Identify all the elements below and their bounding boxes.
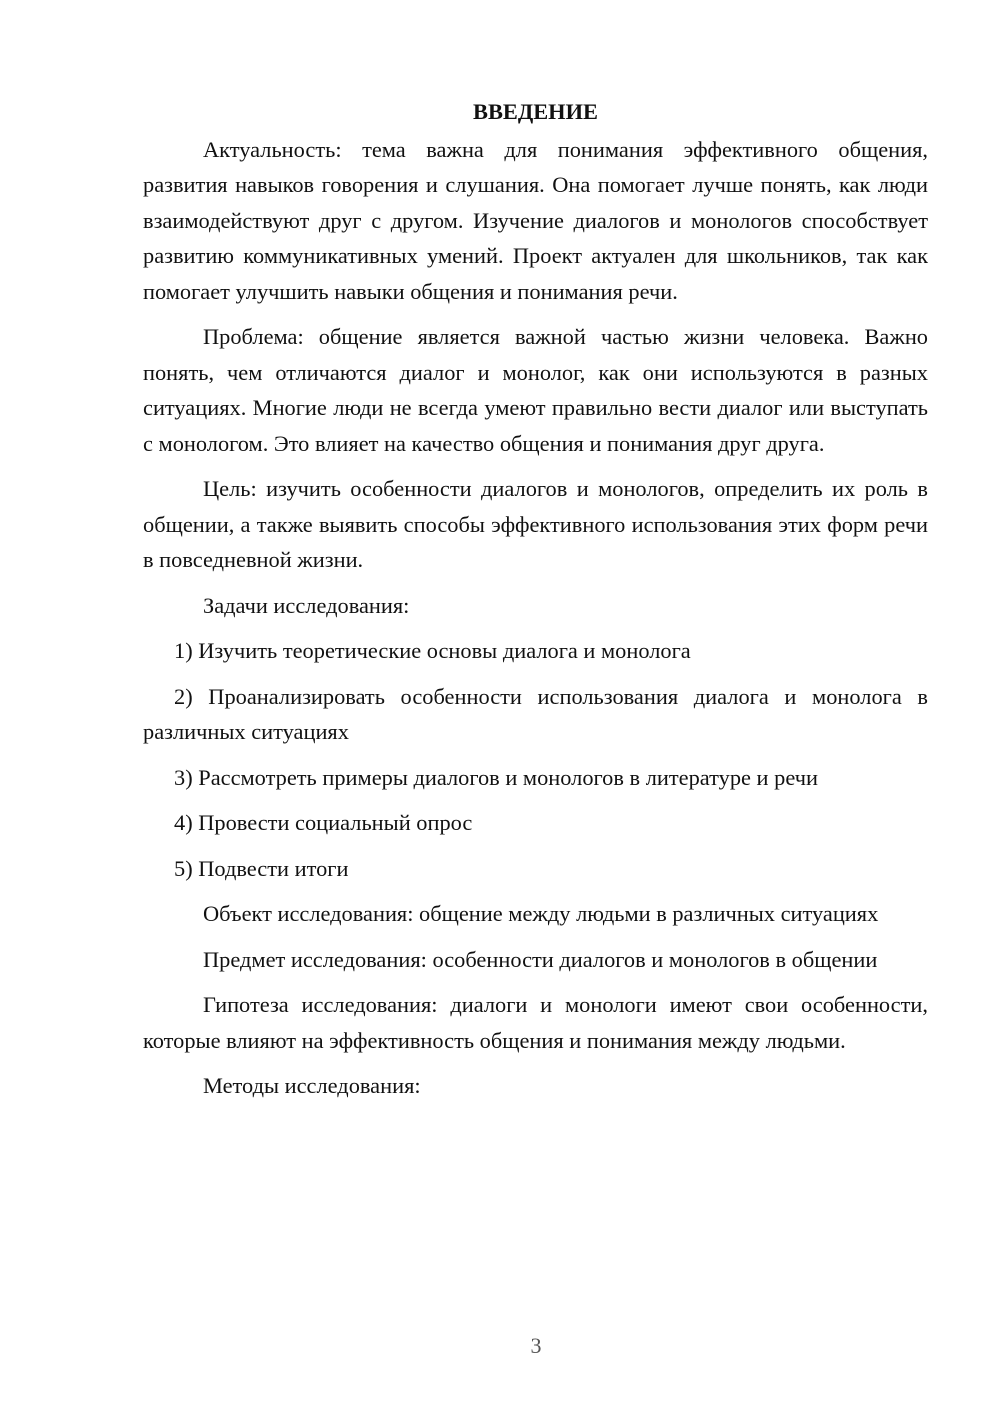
methods-heading: Методы исследования: — [203, 1073, 421, 1098]
paragraph-subject: Предмет исследования: особенности диалогов и монологов в общении — [203, 946, 878, 972]
page-content — [143, 94, 928, 1104]
paragraph-problem: Проблема: общение является важной частью жизни человека. Важно понять, чем отличаются диалог и монолог, как они используются в разных ситуациях. Многие люди не всегда умеют правильно вести диалог или выступать с монологом. Это влияет на качество общения и понимания друг друга. — [143, 324, 928, 456]
task-item-1: 1) Изучить теоретические основы диалога и монолога — [174, 638, 691, 663]
task-item-5: 5) Подвести итоги — [174, 855, 349, 881]
section-title: ВВЕДЕНИЕ — [473, 99, 598, 124]
paragraph-relevance: Актуальность: тема важна для понимания эффективного общения, развития навыков говорения и слушания. Она помогает лучше понять, как люди взаимодействуют друг с другом. Изучение диалогов и монологов способствует развитию коммуникативных умений. Проект актуален для школьников, так как помогает улучшить навыки общения и понимания речи. — [143, 136, 928, 304]
paragraph-object: Объект исследования: общение между людьми в различных ситуациях — [203, 901, 879, 926]
task-item-4: 4) Провести социальный опрос — [174, 810, 473, 835]
tasks-heading: Задачи исследования: — [203, 592, 410, 618]
page-number: 3 — [530, 1333, 542, 1358]
paragraph-hypothesis: Гипотеза исследования: диалоги и монологи имеют свои особенности, которые влияют на эффективность общения и понимания между людьми. — [143, 992, 928, 1053]
task-item-3: 3) Рассмотреть примеры диалогов и монологов в литературе и речи — [174, 764, 818, 790]
task-item-2: 2) Проанализировать особенности использования диалога и монолога в различных ситуациях — [143, 683, 928, 744]
paragraph-goal: Цель: изучить особенности диалогов и монологов, определить их роль в общении, а также выявить способы эффективного использования этих форм речи в повседневной жизни. — [143, 476, 928, 572]
